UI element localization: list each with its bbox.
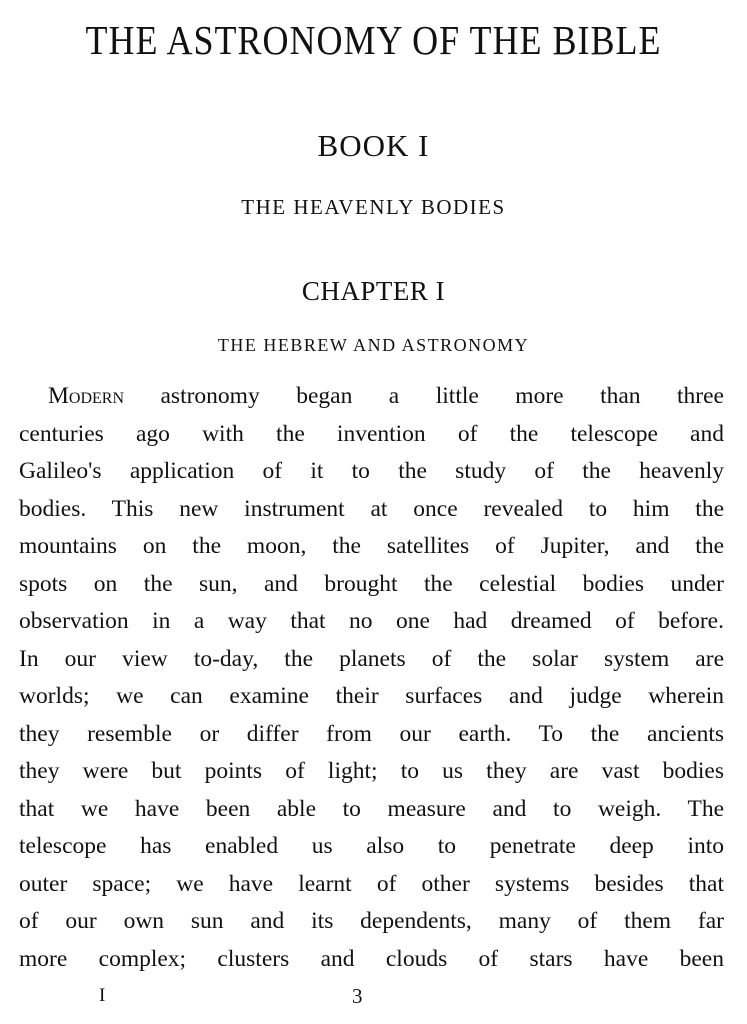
book-title: BOOK I	[317, 128, 430, 163]
text-line: of our own sun and its dependents, many of them far	[19, 908, 724, 934]
text-line: spots on the sun, and brought the celestial bodies under	[19, 570, 724, 597]
text-line: centuries ago with the invention of the telescope and	[19, 420, 724, 447]
text-line: In our view to-day, the planets of the solar system are	[19, 645, 724, 672]
text-line: observation in a way that no one had dreamed of before.	[19, 608, 724, 634]
chapter-subtitle: THE HEBREW AND ASTRONOMY	[217, 335, 530, 355]
text-line: bodies. This new instrument at once revealed to him the	[19, 495, 724, 522]
text-line: they were but points of light; to us they are vast bodies	[19, 758, 724, 784]
text-line: Galileo's application of it to the study of the heavenly	[19, 458, 724, 484]
text-line: telescope has enabled us also to penetrate deep into	[19, 833, 724, 859]
text-line	[19, 378, 724, 416]
text-line: worlds; we can examine their surfaces and judge wherein	[19, 683, 724, 709]
running-title: THE ASTRONOMY OF THE BIBLE	[85, 17, 662, 64]
text-line-rest: astronomy began a little more than three	[124, 383, 724, 409]
page-number: 3	[352, 984, 363, 1008]
body-paragraph	[19, 378, 724, 978]
chapter-title: CHAPTER I	[301, 276, 446, 306]
signature-mark: I	[99, 985, 106, 1006]
text-line: they resemble or differ from our earth. To the ancients	[19, 720, 724, 747]
book-subtitle: THE HEAVENLY BODIES	[241, 195, 506, 219]
text-line: outer space; we have learnt of other systems besides that	[19, 870, 724, 897]
text-line: mountains on the moon, the satellites of Jupiter, and the	[19, 533, 724, 559]
text-line: more complex; clusters and clouds of stars have been	[19, 945, 724, 972]
text-line: that we have been able to measure and to weigh. The	[19, 795, 724, 822]
first-word-smallcaps: Modern	[48, 383, 125, 409]
